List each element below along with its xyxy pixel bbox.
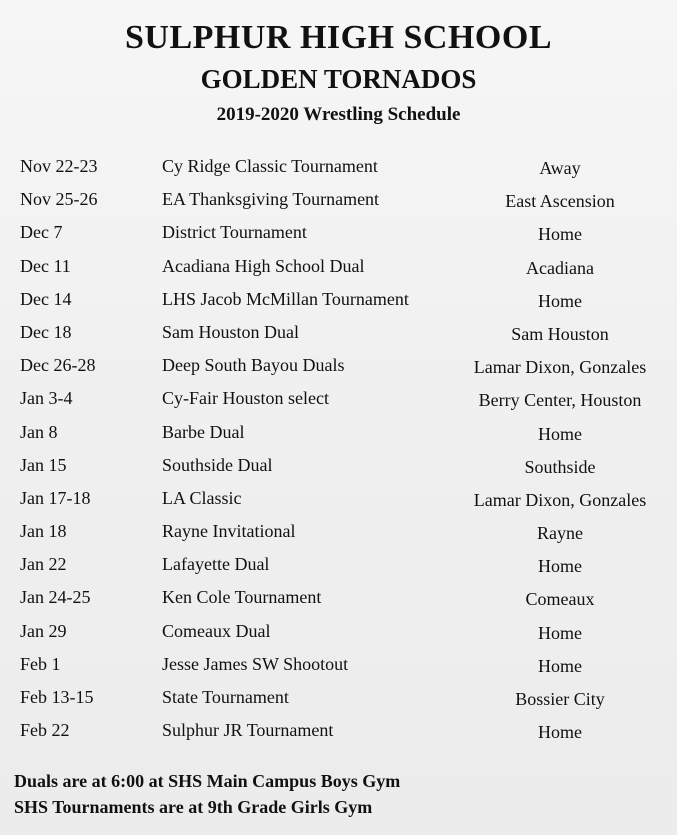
team-name: GOLDEN TORNADOS	[200, 64, 477, 94]
event-date: Feb 1	[20, 653, 61, 674]
schedule-row	[0, 716, 677, 749]
schedule-row	[0, 650, 677, 683]
event-date: Nov 22-23	[20, 156, 98, 176]
event-date: Nov 25-26	[20, 189, 98, 210]
event-date: Jan 22	[20, 554, 67, 575]
event-name: Sam Houston Dual	[162, 321, 299, 342]
event-location: Bossier City	[515, 689, 605, 709]
event-name: Cy Ridge Classic Tournament	[162, 156, 378, 176]
event-location: Away	[539, 158, 581, 178]
schedule-row	[0, 218, 677, 251]
event-date: Jan 3-4	[20, 388, 73, 409]
event-location: Acadiana	[526, 257, 594, 278]
event-date: Dec 11	[20, 255, 71, 276]
event-location: Lamar Dixon, Gonzales	[473, 489, 647, 510]
event-date: Jan 18	[20, 521, 67, 542]
schedule-row	[0, 517, 677, 550]
event-name: District Tournament	[162, 222, 307, 243]
event-date: Dec 7	[20, 222, 63, 243]
event-date: Jan 15	[20, 454, 67, 475]
school-title: SULPHUR HIGH SCHOOL	[124, 19, 552, 56]
event-name: EA Thanksgiving Tournament	[162, 189, 380, 210]
schedule-row	[0, 484, 677, 517]
event-date: Jan 24-25	[20, 587, 91, 608]
schedule-row	[0, 285, 677, 318]
schedule-list	[0, 152, 677, 749]
event-location: Rayne	[537, 523, 583, 544]
event-location: Home	[538, 556, 582, 577]
event-date: Dec 18	[20, 321, 72, 342]
event-name: LHS Jacob McMillan Tournament	[162, 288, 409, 309]
schedule-row	[0, 384, 677, 417]
schedule-row	[0, 351, 677, 384]
event-location: Southside	[524, 456, 596, 477]
schedule-row	[0, 583, 677, 616]
duals-note: Duals are at 6:00 at SHS Main Campus Boys Gym	[14, 771, 401, 791]
event-name: Barbe Dual	[162, 421, 245, 442]
event-name: Southside Dual	[162, 454, 273, 475]
event-name: Rayne Invitational	[162, 521, 296, 542]
event-name: Jesse James SW Shootout	[162, 653, 349, 674]
schedule-row	[0, 185, 677, 218]
tournaments-note: SHS Tournaments are at 9th Grade Girls Gym	[14, 797, 373, 817]
schedule-row	[0, 152, 677, 185]
event-date: Jan 29	[20, 620, 67, 641]
footer-notes	[14, 768, 400, 820]
schedule-row	[0, 550, 677, 583]
event-location: Home	[538, 290, 582, 311]
event-name: Ken Cole Tournament	[162, 587, 322, 608]
event-location: Home	[538, 655, 582, 676]
schedule-row	[0, 617, 677, 650]
event-name: State Tournament	[162, 687, 289, 707]
event-name: Deep South Bayou Duals	[162, 355, 345, 376]
event-location: Home	[538, 224, 582, 245]
schedule-row	[0, 252, 677, 285]
event-name: Lafayette Dual	[162, 554, 270, 575]
event-name: Acadiana High School Dual	[162, 255, 365, 276]
event-name: Sulphur JR Tournament	[162, 720, 334, 741]
event-location: Berry Center, Houston	[478, 390, 642, 411]
event-name: Comeaux Dual	[162, 620, 271, 641]
schedule-row	[0, 451, 677, 484]
schedule-row	[0, 318, 677, 351]
event-location: Comeaux	[525, 589, 595, 610]
schedule-row	[0, 683, 677, 716]
event-date: Feb 13-15	[20, 687, 94, 707]
event-name: LA Classic	[162, 487, 242, 508]
event-name: Cy-Fair Houston select	[162, 388, 329, 409]
event-location: East Ascension	[505, 191, 615, 212]
event-location: Sam Houston	[511, 323, 609, 344]
event-date: Jan 17-18	[20, 487, 91, 508]
event-location: Home	[538, 722, 582, 743]
event-location: Home	[538, 622, 582, 643]
schedule-row	[0, 418, 677, 451]
event-date: Dec 14	[20, 288, 72, 309]
season-heading: 2019-2020 Wrestling Schedule	[216, 104, 461, 125]
event-date: Jan 8	[20, 421, 58, 442]
event-location: Home	[538, 423, 582, 444]
event-date: Dec 26-28	[20, 355, 96, 376]
event-location: Lamar Dixon, Gonzales	[473, 357, 647, 378]
event-date: Feb 22	[20, 720, 70, 741]
